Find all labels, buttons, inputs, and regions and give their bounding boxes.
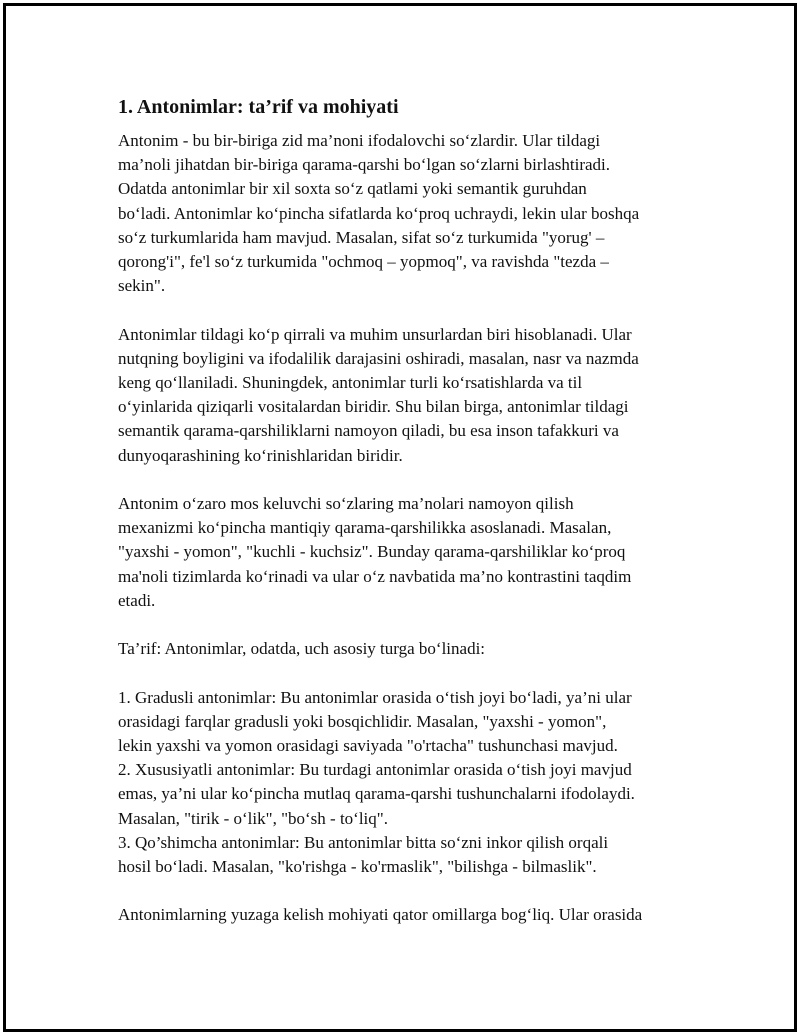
paragraph-origin [118,903,708,927]
list-line: lekin yaxshi va yomon orasidagi saviyada "o'rtacha" tushunchasi mavjud. [118,736,618,756]
text-line: Ta’rif: Antonimlar, odatda, uch asosiy turga bo‘linadi: [118,639,486,659]
list-line: 3. Qo’shimcha antonimlar: Bu antonimlar bitta so‘zni inkor qilish orqali [118,832,609,852]
paragraph-types-list [118,686,708,880]
paragraph-mechanism [118,492,708,613]
text-line: sekin". [118,276,166,296]
text-line: dunyoqarashining ko‘rinishlaridan biridir. [118,445,403,465]
text-line: Antonimlarning yuzaga kelish mohiyati qator omillarga bog‘liq. Ular orasida [118,905,643,925]
document-body [118,93,708,928]
text-line: so‘z turkumlarida ham mavjud. Masalan, sifat so‘z turkumida "yorug' – [118,227,605,247]
list-line: hosil bo‘ladi. Masalan, "ko'rishga - ko'rmaslik", "bilishga - bilmaslik". [118,857,597,877]
list-line: orasidagi farqlar gradusli yoki bosqichlidir. Masalan, "yaxshi - yomon", [118,711,607,731]
text-line: ma’noli jihatdan bir-biriga qarama-qarshi bo‘lgan so‘zlarni birlashtiradi. [118,155,611,175]
paragraph-definition [118,129,708,298]
list-line: emas, ya’ni ular ko‘pincha mutlaq qarama-qarshi tushunchalarni ifodolaydi. [118,784,635,804]
text-line: keng qo‘llaniladi. Shuningdek, antonimlar turli ko‘rsatishlarda va til [118,373,583,393]
text-line: mexanizmi ko‘pincha mantiqiy qarama-qarshilikka asoslanadi. Masalan, [118,518,612,538]
list-line: Masalan, "tirik - o‘lik", "bo‘sh - to‘liq". [118,808,388,828]
paragraph-types-intro [118,637,708,661]
text-line: ma'noli tizimlarda ko‘rinadi va ular o‘z navbatida ma’no kontrastini taqdim [118,566,632,586]
paragraph-importance [118,323,708,468]
text-line: Antonim o‘zaro mos keluvchi so‘zlaring ma’nolari namoyon qilish [118,494,574,514]
list-line: 2. Xususiyatli antonimlar: Bu turdagi antonimlar orasida o‘tish joyi mavjud [118,760,632,780]
text-line: Odatda antonimlar bir xil soxta so‘z qatlami yoki semantik guruhdan [118,179,587,199]
text-line: Antonimlar tildagi ko‘p qirrali va muhim unsurlardan biri hisoblanadi. Ular [118,324,632,344]
text-line: Antonim - bu bir-biriga zid ma’noni ifodalovchi so‘zlardir. Ular tildagi [118,131,601,150]
text-line: bo‘ladi. Antonimlar ko‘pincha sifatlarda ko‘proq uchraydi, lekin ular boshqa [118,203,640,223]
text-line: "yaxshi - yomon", "kuchli - kuchsiz". Bunday qarama-qarshiliklar ko‘proq [118,542,626,562]
text-line: qorong'i", fe'l so‘z turkumida "ochmoq – yopmoq", va ravishda "tezda – [118,252,609,272]
text-line: o‘yinlarida qiziqarli vositalardan biridir. Shu bilan birga, antonimlar tildagi [118,397,629,417]
section-heading: 1. Antonimlar: ta’rif va mohiyati [118,96,399,118]
text-line: etadi. [118,590,156,610]
list-line: 1. Gradusli antonimlar: Bu antonimlar orasida o‘tish joyi bo‘ladi, ya’ni ular [118,687,632,707]
text-line: semantik qarama-qarshiliklarni namoyon qiladi, bu esa inson tafakkuri va [118,421,619,441]
text-line: nutqning boyligini va ifodalilik darajasini oshiradi, masalan, nasr va nazmda [118,348,639,368]
